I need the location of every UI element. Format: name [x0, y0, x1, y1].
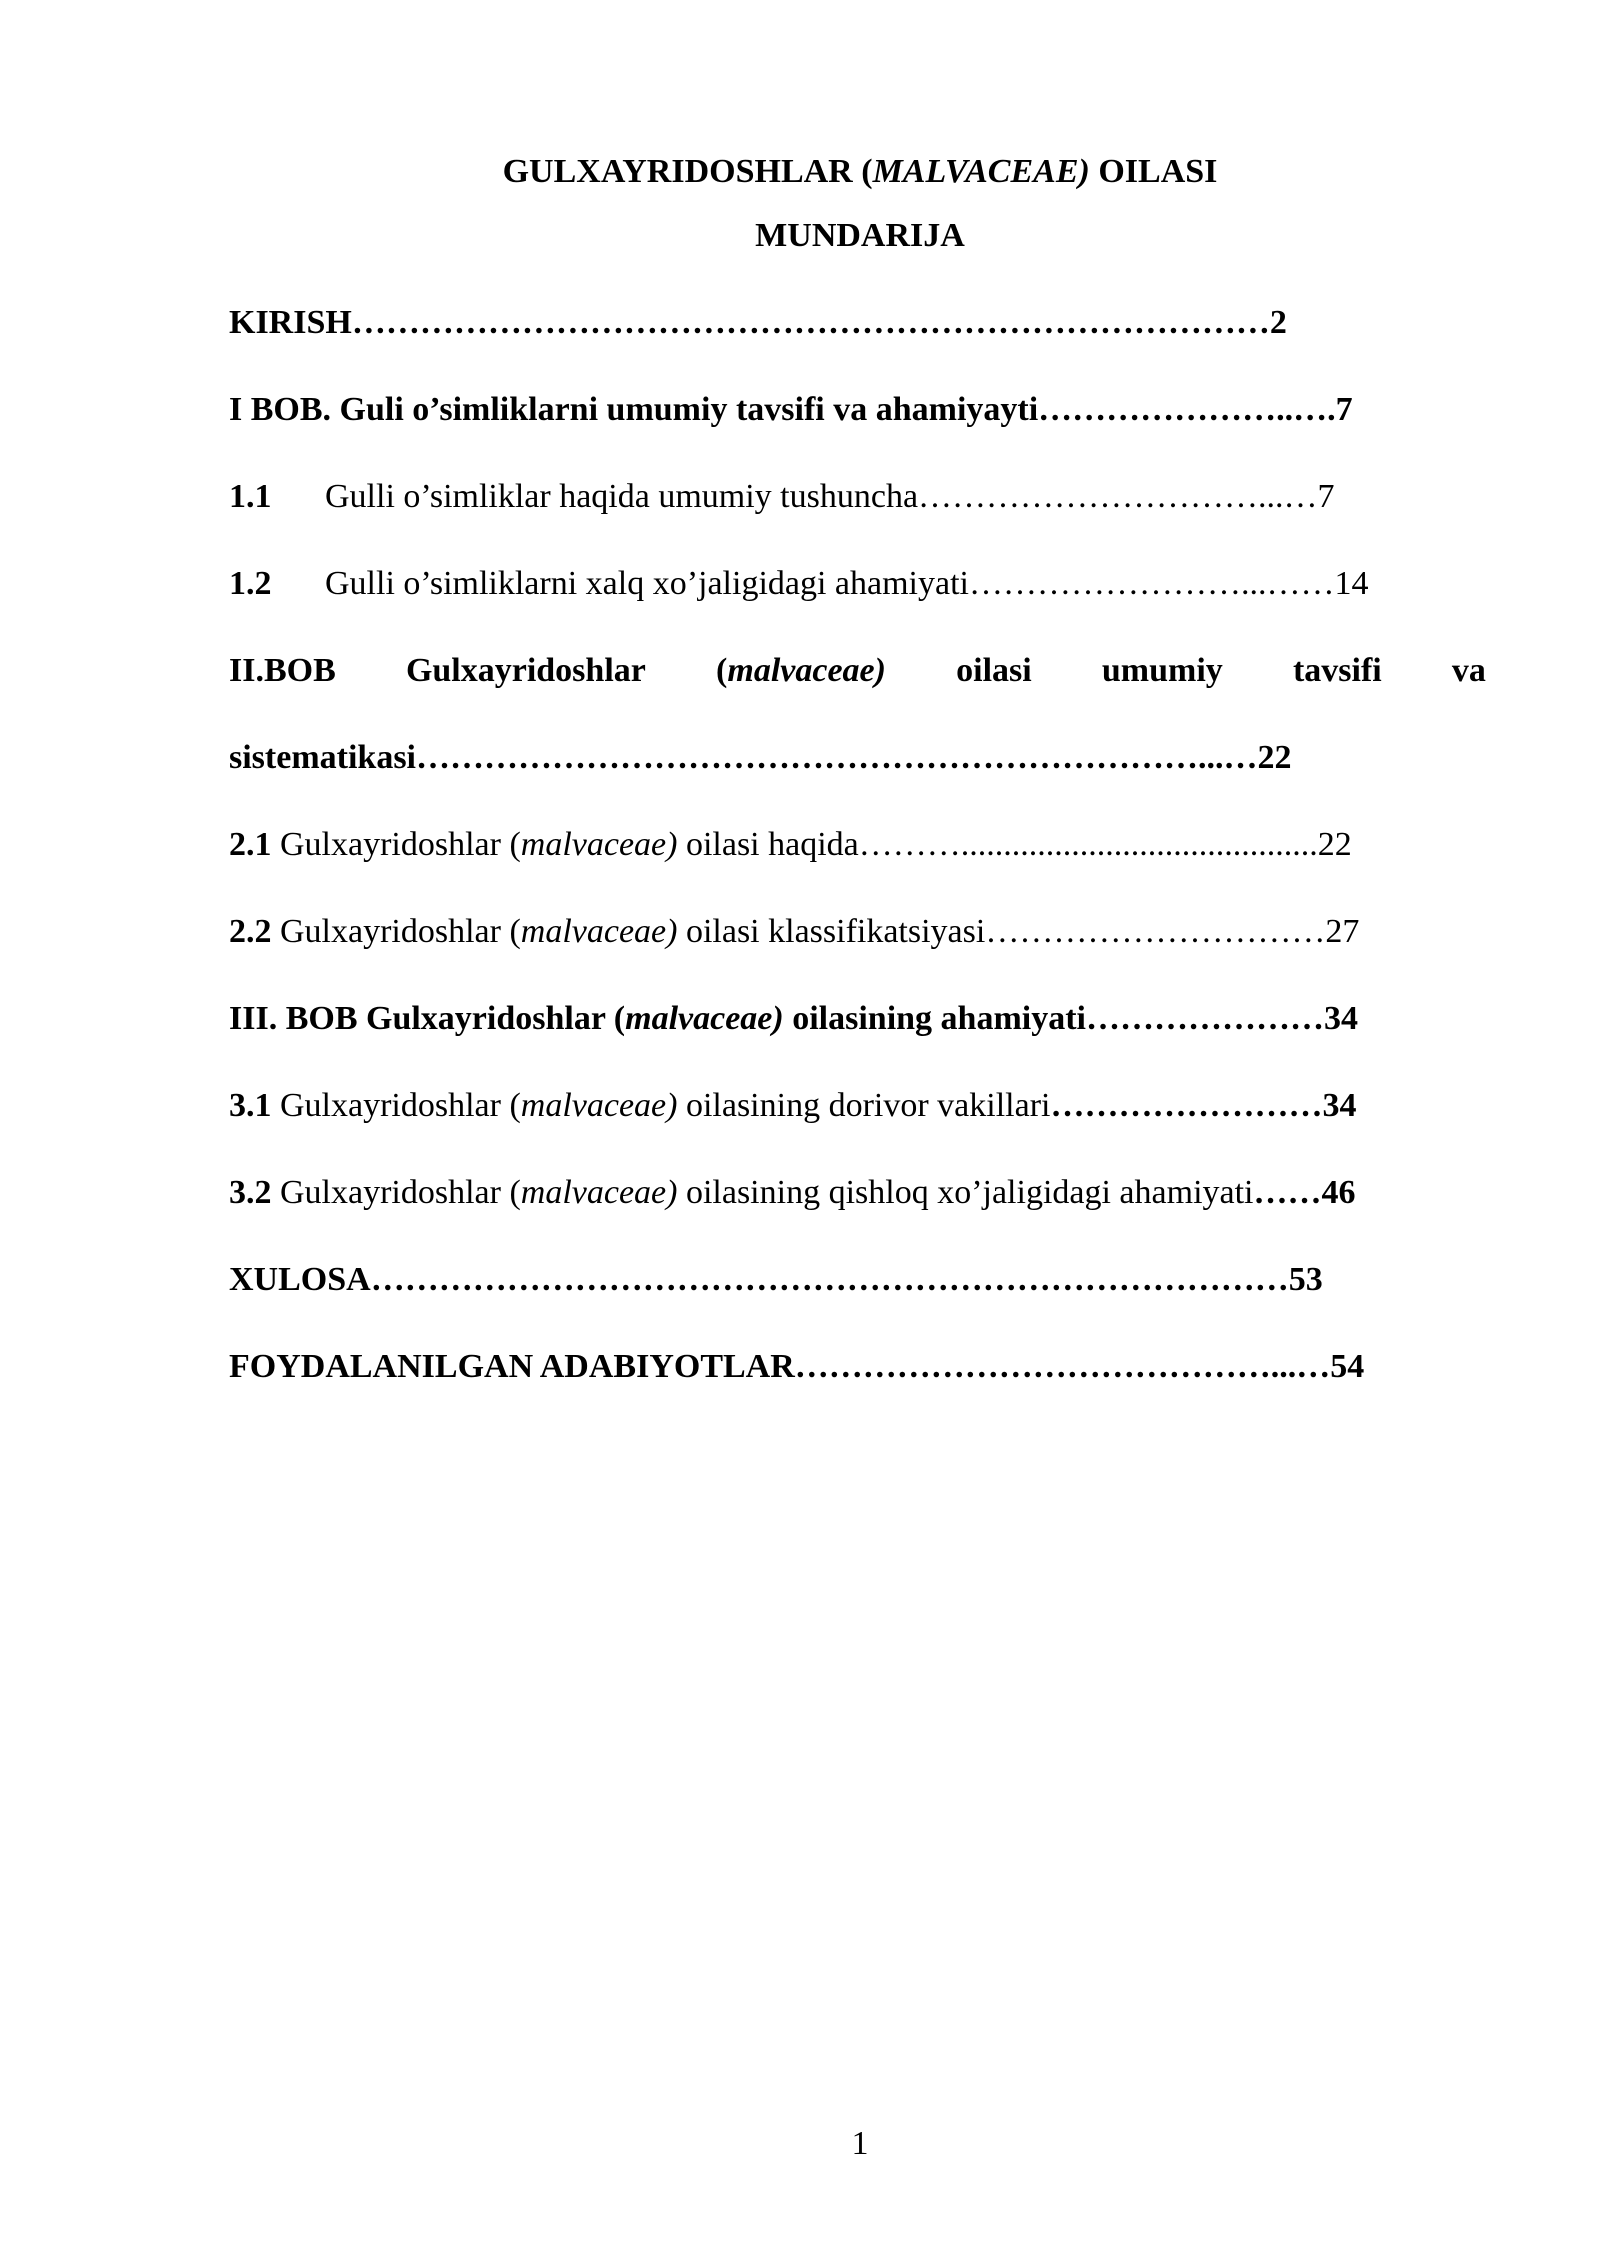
toc-entry-xulosa: XULOSA………………………………………………………………………53 — [229, 1261, 1323, 1298]
toc-entry-italic: malvaceae) — [520, 826, 678, 863]
toc-entry-number: 1.2 — [229, 565, 272, 602]
toc-entry-bob1: I BOB. Guli o’simliklarni umumiy tavsifi va ahamiyayti…………………..….7 — [229, 391, 1353, 428]
toc-entry-2-2 — [229, 912, 1359, 952]
toc-entry-3-1 — [229, 1086, 1356, 1126]
toc-word-paren: ( — [716, 652, 728, 689]
toc-entry-italic: malvaceae) — [520, 913, 678, 950]
toc-entry-number: 3.2 — [229, 1174, 272, 1211]
toc-entry-text: Gulxayridoshlar ( — [271, 1087, 521, 1124]
toc-word-italic: malvaceae) — [727, 652, 886, 689]
toc-entry-text: Gulxayridoshlar ( — [271, 1174, 521, 1211]
toc-entry-italic: malvaceae) — [625, 1000, 784, 1037]
toc-entry-number: 3.1 — [229, 1087, 272, 1124]
toc-entry-1-1 — [229, 477, 1335, 517]
toc-entry-number: 1.1 — [229, 478, 272, 515]
toc-word: oilasi — [956, 652, 1032, 689]
toc-entry-bob2-continued: sistematikasi……………………………………………………………...…22 — [229, 739, 1292, 776]
title-prefix: GULXAYRIDOSHLAR ( — [502, 153, 873, 190]
toc-entry-text: Gulxayridoshlar ( — [271, 913, 521, 950]
toc-entry-text: oilasining qishloq xo’jaligidagi ahamiyati — [677, 1174, 1254, 1211]
toc-entry-text: oilasining ahamiyati…………………34 — [783, 1000, 1358, 1037]
toc-word: umumiy — [1101, 652, 1223, 689]
toc-entry-italic: malvaceae) — [520, 1174, 678, 1211]
toc-heading: MUNDARIJA — [755, 217, 965, 254]
toc-word — [716, 651, 886, 691]
title-suffix: OILASI — [1089, 153, 1218, 190]
toc-entry-text: oilasi klassifikatsiyasi…………………………27 — [677, 913, 1360, 950]
toc-entry-text: Gulli o’simliklar haqida umumiy tushuncha…………………………...…7 — [325, 478, 1335, 515]
toc-entry-number: 2.1 — [229, 826, 272, 863]
toc-entry-2-1 — [229, 825, 1352, 865]
title-italic: MALVACEAE) — [872, 153, 1090, 190]
toc-entry-text: oilasining dorivor vakillari — [677, 1087, 1051, 1124]
toc-entry-bob2 — [229, 651, 1486, 691]
toc-entry-text: oilasi haqida………..........................................22 — [677, 826, 1352, 863]
toc-entry-1-2 — [229, 564, 1369, 604]
toc-entry-italic: malvaceae) — [520, 1087, 678, 1124]
toc-entry-adabiyotlar: FOYDALANILGAN ADABIYOTLAR……………………………………...…54 — [229, 1348, 1365, 1385]
toc-entry-text: Gulli o’simliklarni xalq xo’jaligidagi ahamiyati……………………...……14 — [325, 565, 1369, 602]
document-title — [0, 152, 1600, 192]
toc-entry-kirish: KIRISH………………………………………………………………………2 — [229, 304, 1287, 341]
toc-word: va — [1451, 652, 1486, 689]
toc-entry-number: 2.2 — [229, 913, 272, 950]
toc-entry-3-2 — [229, 1173, 1356, 1213]
toc-word: II.BOB — [229, 652, 336, 689]
toc-word: tavsifi — [1292, 652, 1382, 689]
toc-entry-text: III. BOB Gulxayridoshlar ( — [229, 1000, 626, 1037]
toc-word: Gulxayridoshlar — [405, 652, 646, 689]
page-number: 1 — [851, 2125, 869, 2162]
toc-entry-leader: ……46 — [1253, 1174, 1356, 1211]
toc-entry-leader: ……………………34 — [1050, 1087, 1357, 1124]
toc-entry-bob3 — [229, 999, 1358, 1039]
toc-entry-text: Gulxayridoshlar ( — [271, 826, 521, 863]
